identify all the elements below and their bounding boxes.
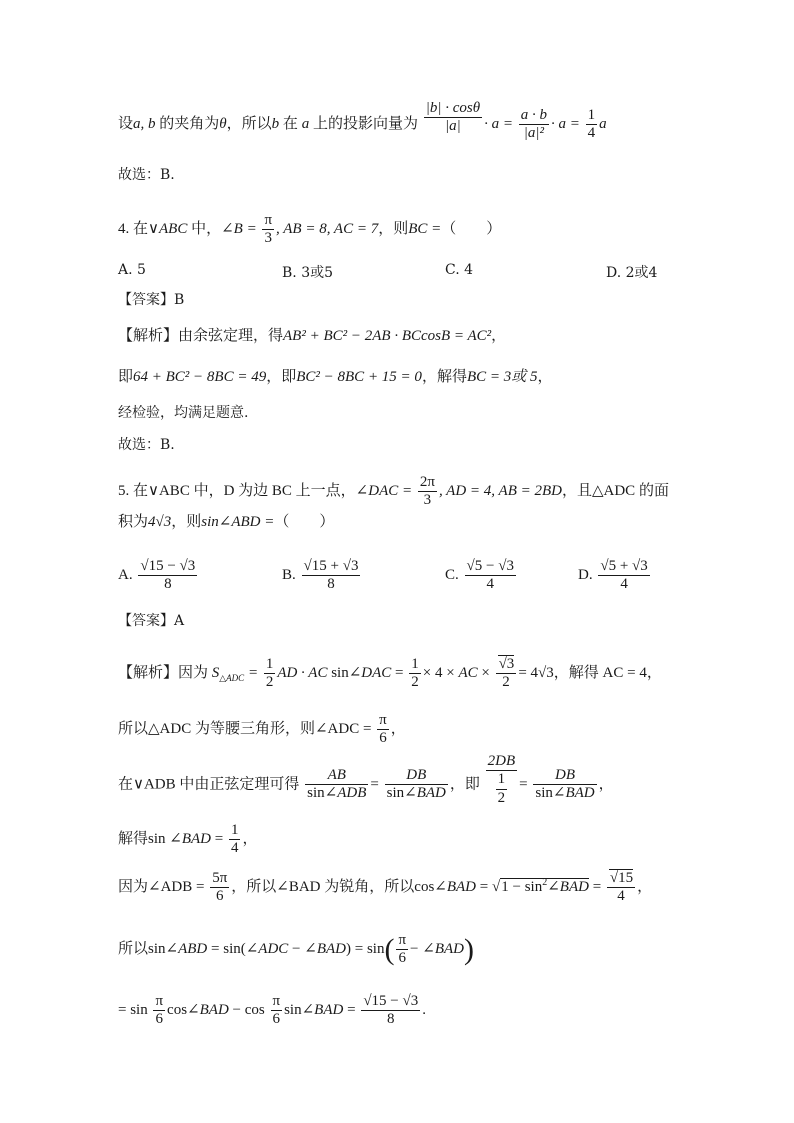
q4-blank: （ ） <box>441 221 502 238</box>
intro-prefix: 设 <box>118 116 134 133</box>
q5-two-pi-third <box>418 474 437 510</box>
q5-option-d-num: √5 + √3 <box>598 558 649 576</box>
q4-analysis-1: 【解析】由余弦定理，得AB² + BC² − 2AB · BCcosB = AC²， <box>118 328 507 344</box>
q4-option-c: C. 4 <box>445 262 474 278</box>
q4-bc: BC = <box>408 221 442 238</box>
q4-conditions: , AB = 8, AC = 7 <box>276 221 379 238</box>
q4-answer: 【答案】B <box>118 292 185 308</box>
q5-area: 4√3 <box>148 514 172 530</box>
q4-pi-third <box>262 212 274 248</box>
q5-an2: 所以△ADC 为等腰三角形，则∠ADC = <box>118 721 372 738</box>
intro-mid2: ，所以 <box>226 116 272 133</box>
q4-ask: ，则 <box>378 221 409 238</box>
q5-an4-prefix: 解得 <box>118 831 149 848</box>
q4-pick: 故选：B. <box>118 437 175 453</box>
q5-an1-suffix: ，解得 AC = 4， <box>553 665 662 682</box>
q4-analysis-label: 【解析】由余弦定理，得 <box>118 328 284 344</box>
q5-option-a <box>118 558 199 594</box>
q4-eq1: 64 + BC² − 8BC = 49 <box>133 369 267 385</box>
q5-analysis-6: 所以sin∠ABD = sin(∠ADC − ∠BAD) = sin( $\frac{\pi}{6}$ − ∠BAD) <box>118 932 474 967</box>
q4-an2-prefix: 即 <box>118 369 134 385</box>
q5-an3-prefix: 在∨ADB 中由正弦定理可得 <box>118 776 300 793</box>
intro-choice: 故选：B. <box>118 167 175 183</box>
q5-conditions: , AD = 4, AB = 2BD <box>438 483 562 500</box>
intro-projection-line: 设a, b 的夹角为θ，所以b 在 a 上的投影向量为 $\frac{|b| \cdot \cos\theta}{|a|}$ · a = $\frac{a \cdot b}{\text{|a|²}}$ · a = $\frac{1}{4}$ a <box>118 100 607 142</box>
q5-analysis-5: 因为∠ADB = $\frac{5\pi}{6}$ ，所以∠BAD 为锐角，所以cos∠BAD = $√1 - \sin^2\angle BAD$ = $\frac{√15}{4}$ ， <box>118 870 653 905</box>
intro-mid4: 上的投影向量为 <box>309 116 418 133</box>
q5-an7-prefix: = sin <box>118 1002 148 1019</box>
q4-triangle: ∨ABC <box>148 221 188 238</box>
q5-option-c-num: √5 − √3 <box>465 558 516 576</box>
q4-number: 4. 在 <box>118 221 149 238</box>
q5-option-c-den: 4 <box>486 576 494 593</box>
q5-stem-c: 积为 <box>118 514 149 530</box>
q5-option-a-label: A. <box>118 567 133 584</box>
projection-fraction: $\frac{|b| \cdot \cos\theta}{|a|}$ <box>425 100 481 135</box>
q5-an6-prefix: 所以 <box>118 941 149 958</box>
q5-an5-prefix: 因为∠ADB = <box>118 879 205 896</box>
q4-eq2: BC² − 8BC + 15 = 0 <box>296 369 422 385</box>
q5-option-b <box>282 558 362 594</box>
q5-stem-2 <box>118 515 334 530</box>
q5-option-b-label: B. <box>282 567 296 584</box>
q4-option-a: A. 5 <box>118 262 146 278</box>
q5-analysis-2: 所以△ADC 为等腰三角形，则∠ADC = $\frac{\pi}{6}$ ， <box>118 712 406 747</box>
q4-stem <box>118 212 501 248</box>
q4-mid: 中， <box>187 221 222 238</box>
q4-option-d: D. 2或4 <box>606 265 658 281</box>
projection-quarter: $\frac{1}{4}$ <box>587 107 596 142</box>
q4-three: 3 <box>264 230 272 247</box>
q5-option-d-label: D. <box>578 567 593 584</box>
q5-analysis-4: 解得sin ∠BAD = $\frac{1}{4}$ ， <box>118 822 258 857</box>
q5-angle-dac: ∠DAC = <box>355 483 413 500</box>
q5-blank: （ ） <box>274 514 335 530</box>
q5-ask: sin∠ABD = <box>201 514 275 530</box>
q4-pi: π <box>262 212 274 230</box>
q4-option-b: B. 3或5 <box>282 265 334 281</box>
q5-option-d <box>578 558 652 594</box>
q5-answer: 【答案】A <box>118 613 185 629</box>
q5-option-c-label: C. <box>445 567 459 584</box>
q4-cosine-law: AB² + BC² − 2AB · BCcosB = AC² <box>283 328 492 344</box>
projection-fraction-2: $\frac{a \cdot b}{\text{|a|²}}$ <box>520 107 547 142</box>
intro-theta: θ <box>219 116 227 133</box>
q5-stem-b: ，且△ADC 的面 <box>561 483 669 500</box>
intro-a: a <box>301 116 310 133</box>
intro-mid3: 在 <box>279 116 302 133</box>
intro-mid1: 的夹角为 <box>155 116 220 133</box>
q4-an2-mid: ，即 <box>266 369 297 385</box>
q5-analysis-1: 【解析】因为 $S_{\triangle ADC}$ = $\frac{1}{2}$ AD · AC sin∠DAC = $\frac{1}{2}$ × 4 × AC × $\frac{√3}{2}$ = 4√3，解得 AC = 4， <box>118 656 662 691</box>
q5-option-d-den: 4 <box>620 576 628 593</box>
q5-stem-a: 5. 在∨ABC 中，D 为边 BC 上一点， <box>118 483 356 500</box>
q5-stem-1 <box>118 474 669 510</box>
q5-analysis-3: 在∨ADB 中由正弦定理可得 $\frac{AB}{\text{sin∠ADB}}$ = $\frac{DB}{\text{sin∠BAD}}$ ，即 $\frac{2DB}{\frac{1}{2}}$ = $\frac{DB}{\text{sin∠BAD}}$ ， <box>118 753 614 806</box>
q5-an3-mid: ，即 <box>449 776 480 793</box>
q5-option-a-num: √15 − √3 <box>138 558 197 576</box>
intro-vars: a, b <box>133 116 156 133</box>
q5-stem-d: ，则 <box>171 514 202 530</box>
q5-an5-mid: ，所以∠BAD 为锐角，所以 <box>231 879 415 896</box>
q5-option-c <box>445 558 518 594</box>
q5-three: 3 <box>423 492 432 509</box>
q5-an1-prefix: 【解析】因为 <box>118 665 209 682</box>
q5-option-a-den: 8 <box>164 576 172 593</box>
q4-angle-b: ∠B = <box>221 221 257 238</box>
q5-option-b-num: √15 + √3 <box>302 558 361 576</box>
q5-two-pi: 2π <box>418 474 437 492</box>
intro-b: b <box>271 116 280 133</box>
q4-result: BC = 3或 5 <box>466 369 538 385</box>
q4-an2-mid2: ，解得 <box>421 369 467 385</box>
q5-option-b-den: 8 <box>327 576 335 593</box>
q4-check: 经检验，均满足题意. <box>118 405 249 421</box>
q4-analysis-2: 即64 + BC² − 8BC = 49，即BC² − 8BC + 15 = 0，解得BC = 3或 5， <box>118 369 553 385</box>
q5-analysis-7: = sin $\frac{\pi}{6}$ cos∠BAD − cos $\frac{\pi}{6}$ sin∠BAD = $\frac{√15 - √3}{8}$ . <box>118 993 426 1028</box>
